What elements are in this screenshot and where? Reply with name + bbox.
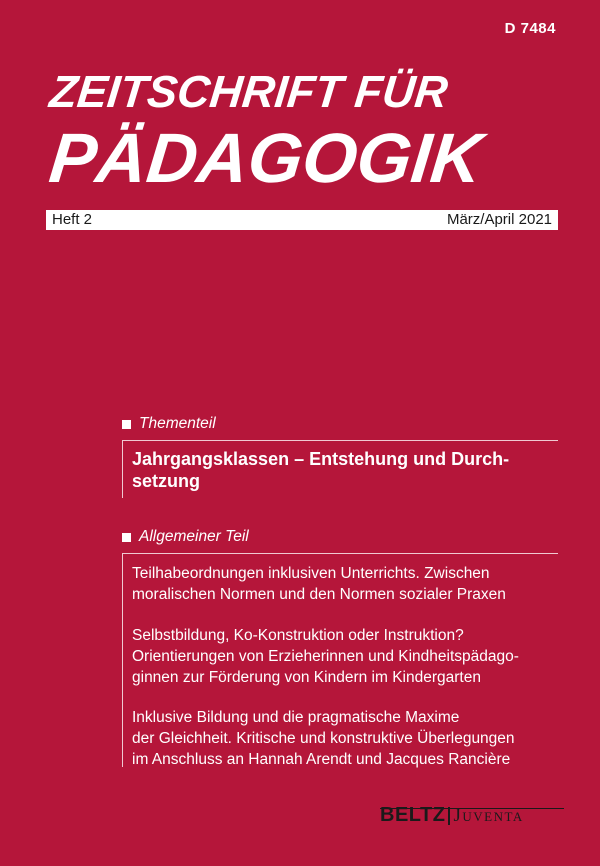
journal-code: D 7484 <box>504 20 556 37</box>
issue-number: Heft 2 <box>52 211 93 228</box>
journal-title-line1: ZEITSCHRIFT FÜR <box>47 66 451 117</box>
article-3: Inklusive Bildung und die pragmatische Maxime der Gleichheit. Kritische und konstruktive Überlegungen im Anschluss an Hannah Arendt und Jacques Rancière <box>132 709 515 768</box>
general-section-vrule <box>122 553 123 767</box>
publisher-logo <box>380 804 524 827</box>
issue-bar <box>46 210 558 230</box>
theme-section-vrule <box>122 440 123 498</box>
publisher-separator <box>448 807 450 825</box>
publisher-name-juventa: Juventa <box>453 805 524 826</box>
publisher-name-beltz: BELTZ <box>380 804 446 826</box>
issue-date: März/April 2021 <box>446 211 552 228</box>
bullet-square-icon <box>122 533 131 542</box>
theme-section-rule <box>122 440 558 441</box>
bullet-square-icon <box>122 420 131 429</box>
general-section-rule <box>122 553 558 554</box>
theme-section-heading: Thementeil <box>122 415 216 433</box>
general-section-heading: Allgemeiner Teil <box>122 528 249 546</box>
article-2: Selbstbildung, Ko-Konstruktion oder Instruktion? Orientierungen von Erzieherinnen und Kindheitspädago- ginnen zur Förderung von Kindern im Kindergarten <box>132 627 519 686</box>
theme-title: Jahrgangsklassen – Entstehung und Durch- setzung <box>132 449 510 491</box>
article-1: Teilhabeordnungen inklusiven Unterrichts. Zwischen moralischen Normen und den Normen sozialer Praxen <box>132 565 506 603</box>
journal-title-line2: PÄDAGOGIK <box>45 119 486 197</box>
